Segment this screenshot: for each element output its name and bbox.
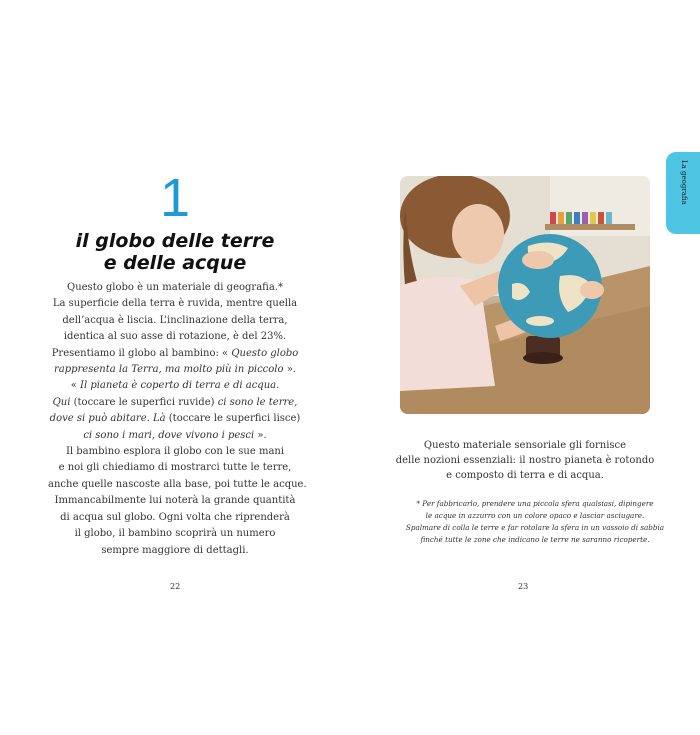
body-line bbox=[48, 428, 302, 444]
photo-caption bbox=[380, 438, 670, 483]
body-run: ». bbox=[254, 429, 267, 441]
body-run: (toccare le superfici lisce) bbox=[165, 413, 301, 425]
body-run: Il bambino esplora il globo con le sue mani bbox=[65, 446, 285, 458]
page-number-left: 22 bbox=[170, 582, 181, 591]
right-page bbox=[350, 0, 700, 735]
caption-line: Questo materiale sensoriale gli fornisce bbox=[423, 440, 627, 451]
page-number-right: 23 bbox=[518, 582, 529, 591]
chapter-title bbox=[0, 230, 350, 274]
body-line bbox=[48, 362, 302, 378]
body-run: La superficie della terra è ruvida, mentre quella bbox=[52, 298, 298, 310]
body-run: « bbox=[70, 380, 80, 392]
body-line bbox=[48, 280, 302, 296]
body-run: Presentiamo il globo al bambino: « bbox=[51, 347, 232, 359]
body-line bbox=[48, 526, 302, 542]
section-tab[interactable] bbox=[666, 152, 700, 234]
body-run: Questo globo è un materiale di geografia.* bbox=[67, 282, 283, 293]
body-emphasis: Il pianeta è coperto di terra e di acqua. bbox=[80, 380, 280, 392]
body-line bbox=[48, 313, 302, 329]
body-text bbox=[48, 280, 307, 559]
photo-child-with-globe bbox=[400, 176, 650, 414]
footnote bbox=[390, 498, 680, 546]
caption-line: delle nozioni essenziali: il nostro pianeta è rotondo bbox=[395, 455, 655, 466]
body-line bbox=[48, 296, 302, 312]
section-tab-label: La geografia bbox=[680, 160, 688, 205]
body-run: il globo, il bambino scoprirà un numero bbox=[74, 528, 276, 540]
body-emphasis: ci sono le terre, bbox=[217, 396, 298, 408]
body-line bbox=[48, 444, 302, 460]
body-emphasis: Qui bbox=[52, 396, 71, 408]
body-run: anche quelle nascoste alla base, poi tutte le acque. bbox=[48, 478, 307, 490]
body-line bbox=[48, 411, 302, 427]
body-run: di acqua sul globo. Ogni volta che riprenderà bbox=[60, 511, 290, 523]
body-run: (toccare le superfici ruvide) bbox=[70, 396, 218, 408]
body-line bbox=[48, 493, 302, 509]
body-run: sempre maggiore di dettagli. bbox=[101, 544, 249, 556]
body-emphasis: dove si può abitare. Là bbox=[49, 413, 166, 425]
chapter-number: 1 bbox=[159, 168, 191, 228]
body-line bbox=[48, 460, 302, 476]
footnote-line: finché tutte le zone che indicano le terre ne saranno ricoperte. bbox=[420, 535, 650, 544]
footnote-line: Spalmare di colla le terre e far rotolare la sfera in un vassoio di sabbia bbox=[405, 523, 665, 532]
body-line bbox=[48, 378, 302, 394]
body-run: e noi gli chiediamo di mostrarci tutte le terre, bbox=[58, 462, 292, 474]
footnote-line: * Per fabbricarlo, prendere una piccola sfera qualsiasi, dipingere bbox=[416, 499, 654, 508]
footnote-line: le acque in azzurro con un colore opaco e lasciar asciugare. bbox=[425, 511, 645, 520]
body-line bbox=[48, 543, 302, 559]
body-emphasis: ci sono i mari, dove vivono i pesci bbox=[83, 429, 255, 441]
chapter-title-line-2: e delle acque bbox=[103, 252, 247, 274]
body-line bbox=[48, 510, 302, 526]
body-run: dell’acqua è liscia. L’inclinazione della terra, bbox=[62, 314, 288, 326]
body-line bbox=[48, 395, 302, 411]
body-line bbox=[48, 346, 302, 362]
caption-line: e composto di terra e di acqua. bbox=[446, 470, 604, 481]
body-run: identica al suo asse di rotazione, è del 23%. bbox=[63, 331, 287, 343]
body-run: Immancabilmente lui noterà la grande quantità bbox=[54, 495, 296, 507]
body-emphasis: rappresenta la Terra, ma molto più in piccolo bbox=[53, 364, 284, 376]
body-emphasis: Questo globo bbox=[231, 347, 299, 359]
body-run: ». bbox=[283, 364, 297, 376]
photo-illustration bbox=[400, 176, 650, 414]
body-line bbox=[48, 329, 302, 345]
chapter-title-line-1: il globo delle terre bbox=[75, 230, 275, 252]
body-line bbox=[48, 477, 307, 493]
